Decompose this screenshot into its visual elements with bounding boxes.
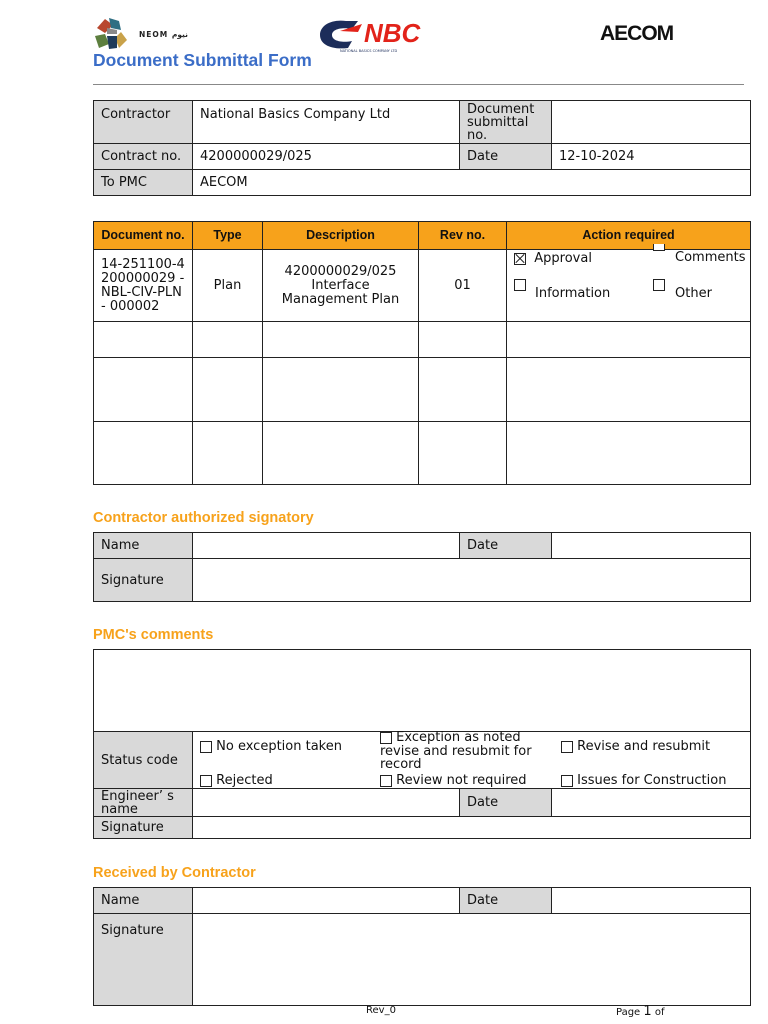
date-field[interactable] [552,533,751,559]
contractor-signatory-table [93,532,751,602]
submittal-no-value[interactable] [552,101,751,144]
nbc-logo [318,15,436,55]
signature-label: Signature [94,559,193,602]
document-no-cell: 14-251100-4200000029 - NBL-CIV-PLN- 000002 [94,250,193,322]
svg-text:NBC: NBC [364,18,421,48]
header-table [93,100,751,196]
action-information[interactable] [514,278,526,292]
svg-text:NEOM نيوم: NEOM نيوم [139,30,188,39]
to-pmc-value[interactable]: AECOM [193,170,751,196]
signature-field[interactable] [193,559,751,602]
action-approval[interactable] [514,252,592,266]
svg-text:NATIONAL BASICS COMPANY LTD: NATIONAL BASICS COMPANY LTD [340,49,398,53]
contractor-signatory-heading: Contractor authorized signatory [93,510,314,526]
option-review-not-required[interactable] [380,774,527,788]
aecom-logo: AECOM [600,22,674,45]
divider [93,84,744,85]
date-field[interactable] [552,789,751,817]
action-required-cell [507,250,751,322]
signature-field[interactable] [193,817,751,839]
table-row [94,358,751,422]
name-label: Name [94,533,193,559]
action-comments[interactable] [653,244,669,258]
revise-resubmit-checkbox[interactable] [561,741,573,753]
document-table [93,221,751,485]
page-number: Page 1 of [616,1004,665,1019]
contract-no-label: Contract no. [94,144,193,170]
rejected-checkbox[interactable] [200,775,212,787]
col-description: Description [263,222,419,250]
signature-field[interactable] [193,914,751,1006]
status-code-options [193,732,751,789]
option-rejected[interactable] [200,774,273,788]
review-not-required-label: Review not required [396,773,527,788]
col-type: Type [193,222,263,250]
no-exception-checkbox[interactable] [200,741,212,753]
revision-label: Rev_0 [366,1005,396,1016]
option-revise-resubmit[interactable] [561,740,710,754]
status-code-label: Status code [94,732,193,789]
col-action-required: Action required [507,222,751,250]
neom-logo [93,16,203,52]
information-label: Information [535,286,611,301]
col-rev-no: Rev no. [419,222,507,250]
information-checkbox[interactable] [514,279,526,291]
issues-construction-checkbox[interactable] [561,775,573,787]
pmc-table [93,649,751,839]
description-cell: 4200000029/025 Interface Management Plan [263,250,419,322]
table-row [94,250,751,322]
exception-noted-checkbox[interactable] [380,732,392,744]
signature-label: Signature [94,914,193,1006]
option-issues-construction[interactable] [561,774,726,788]
name-label: Name [94,888,193,914]
option-exception-noted[interactable] [380,731,550,772]
date-label: Date [460,144,552,170]
revise-resubmit-label: Revise and resubmit [577,739,711,754]
other-label: Other [675,286,712,301]
table-row [94,322,751,358]
date-label: Date [460,789,552,817]
date-label: Date [460,533,552,559]
other-checkbox[interactable] [653,279,665,291]
col-document-no: Document no. [94,222,193,250]
review-not-required-checkbox[interactable] [380,775,392,787]
to-pmc-label: To PMC [94,170,193,196]
approval-label: Approval [534,251,592,266]
pmc-comments-field[interactable] [94,650,751,732]
exception-noted-label: Exception as noted revise and resubmit for record [380,730,532,772]
engineer-name-field[interactable] [193,789,460,817]
approval-checkbox[interactable] [514,253,526,265]
name-field[interactable] [193,533,460,559]
name-field[interactable] [193,888,460,914]
type-cell: Plan [193,250,263,322]
engineer-name-label: Engineer’ s name [94,789,193,817]
contractor-label: Contractor [94,101,193,144]
action-other[interactable] [653,278,665,292]
submittal-no-label: Document submittal no. [460,101,552,144]
rev-no-cell: 01 [419,250,507,322]
signature-label: Signature [94,817,193,839]
table-row [94,422,751,485]
received-heading: Received by Contractor [93,865,256,881]
comments-label: Comments [675,250,746,265]
date-value[interactable]: 12-10-2024 [552,144,751,170]
no-exception-label: No exception taken [216,739,342,754]
pmc-comments-heading: PMC's comments [93,627,214,643]
issues-construction-label: Issues for Construction [577,773,727,788]
date-label: Date [460,888,552,914]
rejected-label: Rejected [216,773,273,788]
contract-no-value[interactable]: 4200000029/025 [193,144,460,170]
received-table [93,887,751,1006]
page-title: Document Submittal Form [93,50,312,70]
option-no-exception[interactable] [200,740,342,754]
contractor-value[interactable]: National Basics Company Ltd [193,101,460,144]
comments-checkbox[interactable] [653,244,665,251]
date-field[interactable] [552,888,751,914]
